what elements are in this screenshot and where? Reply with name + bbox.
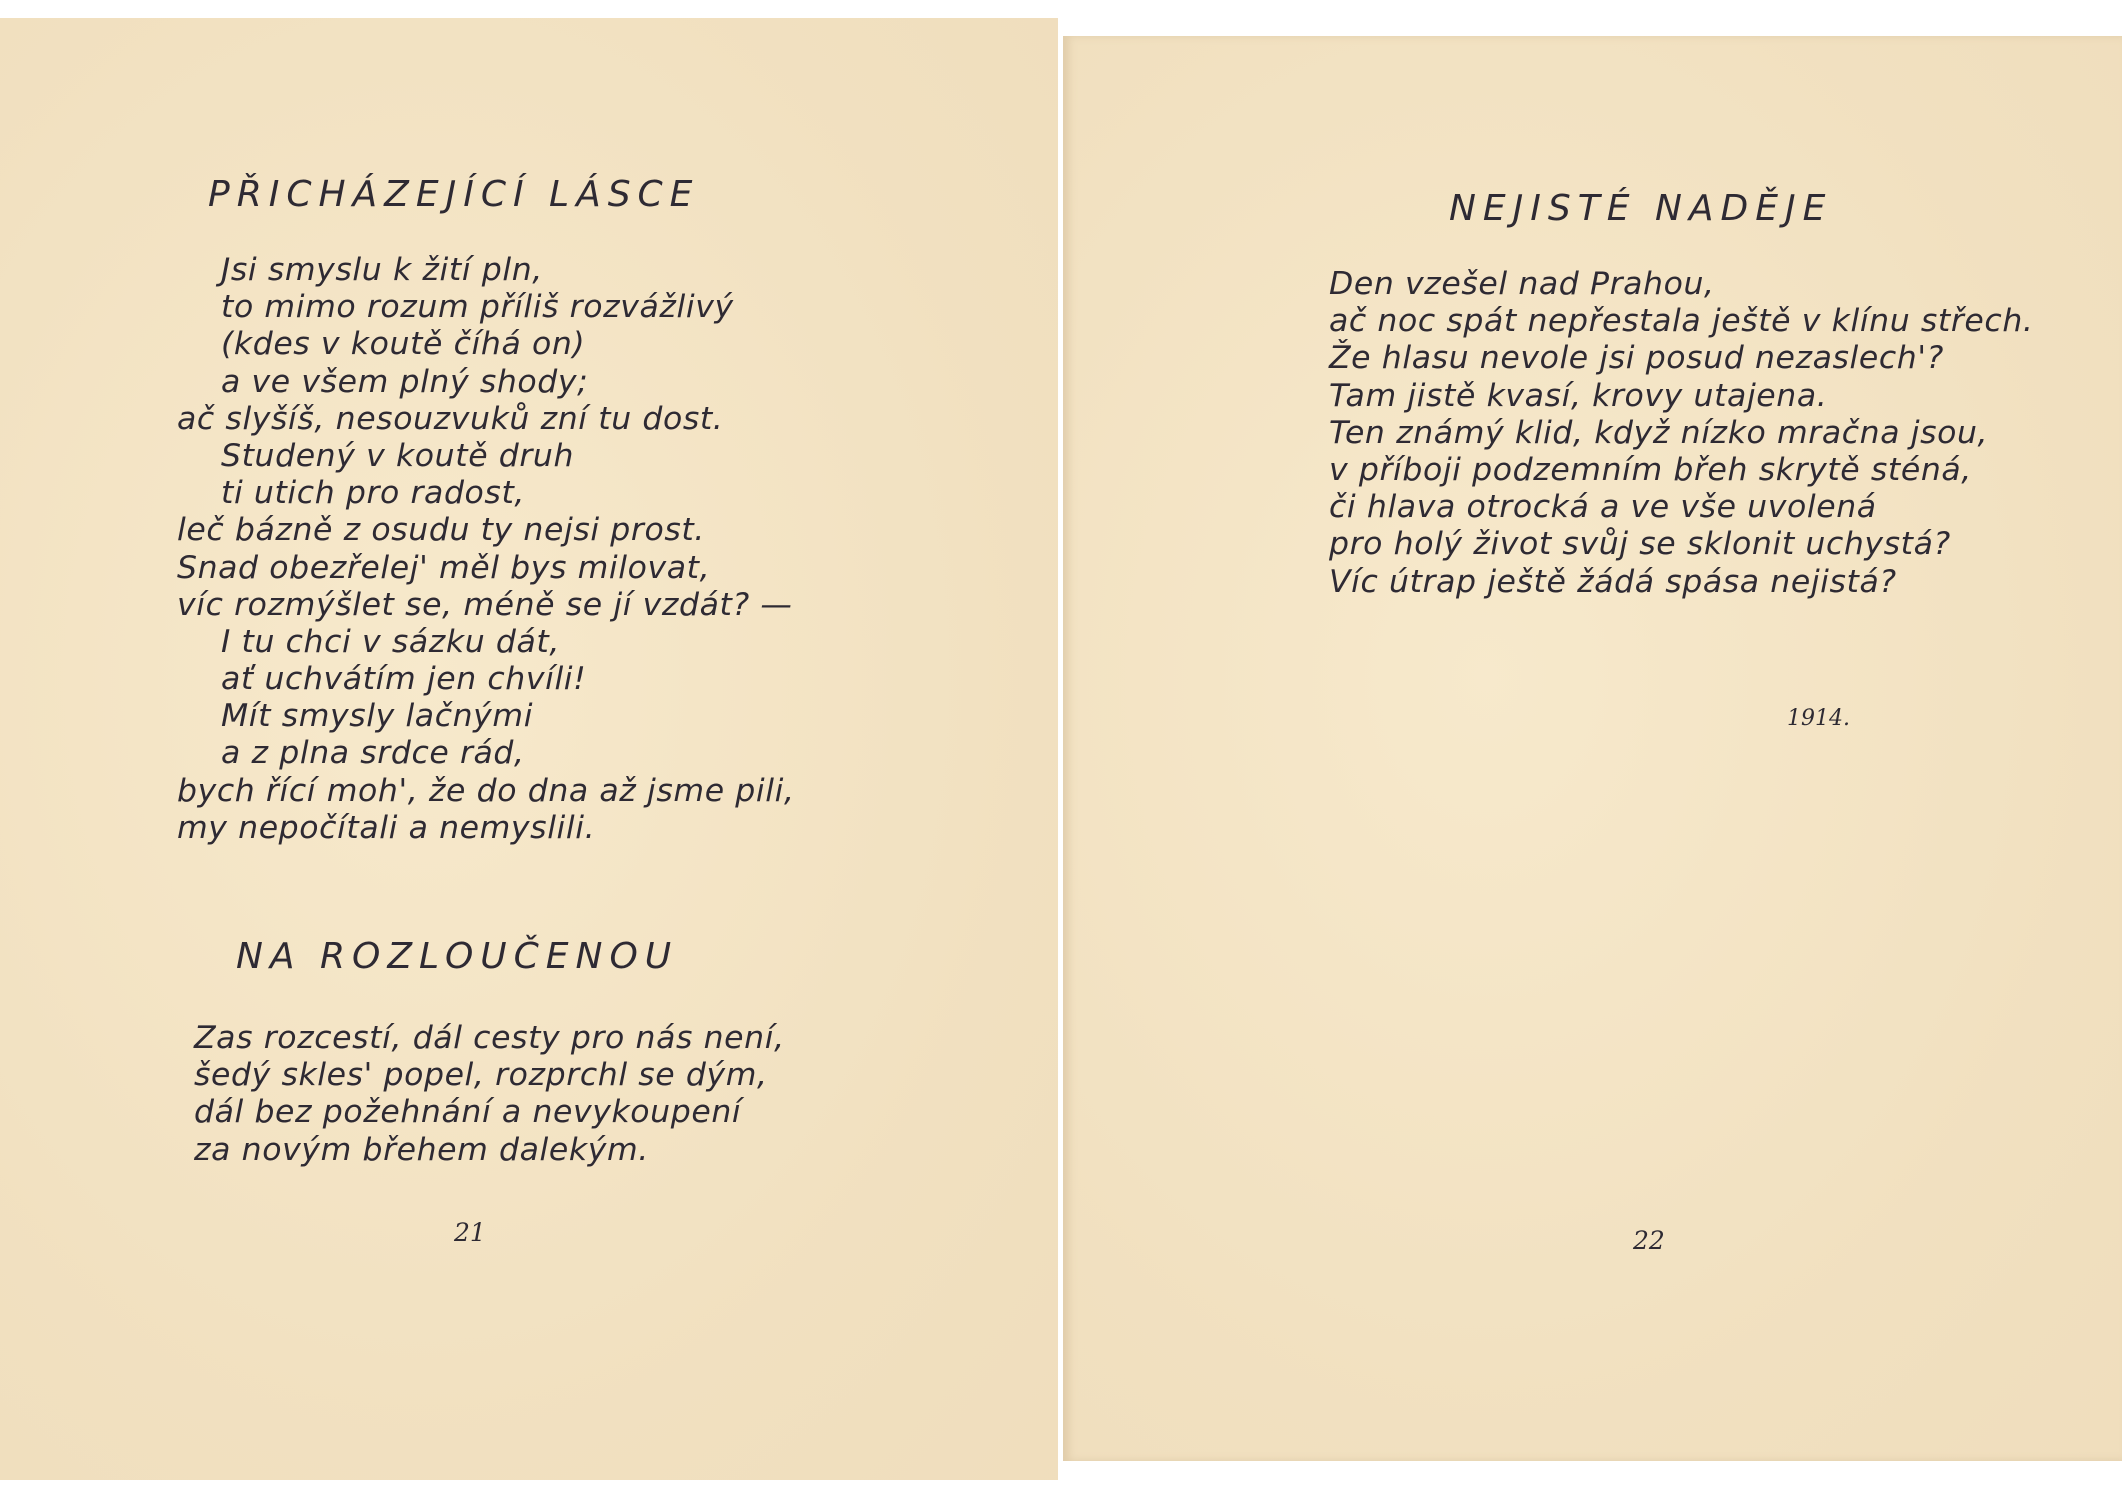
poem-line: Snad obezřelej' měl bys milovat, [177, 549, 711, 586]
poem-line: šedý skles' popel, rozprchl se dým, [194, 1057, 768, 1094]
poem-line: bych řící moh', že do dna až jsme pili, [177, 772, 795, 809]
poem-line: my nepočítali a nemyslili. [177, 809, 596, 846]
poem-body [177, 252, 795, 847]
poem-line: Jsi smyslu k žití pln, [221, 252, 543, 288]
poem-title: NA ROZLOUČENOU [236, 936, 679, 977]
poem-line: leč bázně z osudu ty nejsi prost. [177, 512, 705, 549]
poem-line: či hlava otrocká a ve vše uvolená [1329, 489, 1877, 526]
poem-line: pro holý život svůj se sklonit uchystá? [1329, 526, 1951, 563]
poem-line: dál bez požehnání a nevykoupení [194, 1094, 742, 1131]
poem-line: Mít smysly lačnými [221, 698, 534, 735]
poem-body [1329, 266, 2034, 601]
poem-title: NEJISTÉ NADĚJE [1449, 188, 1833, 229]
poem-line: ať uchvátím jen chvíli! [221, 661, 587, 698]
poem-line: Zas rozcestí, dál cesty pro nás není, [194, 1020, 785, 1056]
page-number: 22 [1633, 1226, 1665, 1255]
poem-line: Ten známý klid, když nízko mračna jsou, [1329, 414, 1989, 451]
poem-line: Víc útrap ještě žádá spása nejistá? [1329, 563, 1897, 600]
poem-line: Že hlasu nevole jsi posud nezaslech'? [1329, 340, 1944, 377]
poem-title: PŘICHÁZEJÍCÍ LÁSCE [208, 174, 700, 215]
right-page [1063, 36, 2122, 1461]
page-number: 21 [454, 1218, 486, 1247]
poem-line: ač slyšíš, nesouzvuků zní tu dost. [177, 400, 724, 437]
poem-line: ač noc spát nepřestala ještě v klínu střech. [1329, 303, 2034, 340]
poem-date: 1914. [1787, 706, 1850, 731]
poem-line: I tu chci v sázku dát, [221, 623, 560, 660]
poem-line: Tam jistě kvasí, krovy utajena. [1329, 377, 1828, 414]
poem-line: Studený v koutě druh [221, 437, 575, 474]
poem-line: to mimo rozum příliš rozvážlivý [221, 289, 734, 326]
poem-line: a z plna srdce rád, [221, 735, 525, 772]
poem-line: víc rozmýšlet se, méně se jí vzdát? — [177, 586, 793, 623]
poem-line: za novým břehem dalekým. [194, 1131, 649, 1168]
left-page [0, 18, 1058, 1480]
poem-body [194, 1020, 785, 1169]
poem-line: ti utich pro radost, [221, 475, 526, 512]
poem-line: a ve všem plný shody; [221, 363, 589, 400]
poem-line: v příboji podzemním břeh skrytě sténá, [1329, 451, 1972, 488]
poem-line: (kdes v koutě číhá on) [221, 326, 586, 363]
poem-line: Den vzešel nad Prahou, [1329, 266, 1715, 302]
